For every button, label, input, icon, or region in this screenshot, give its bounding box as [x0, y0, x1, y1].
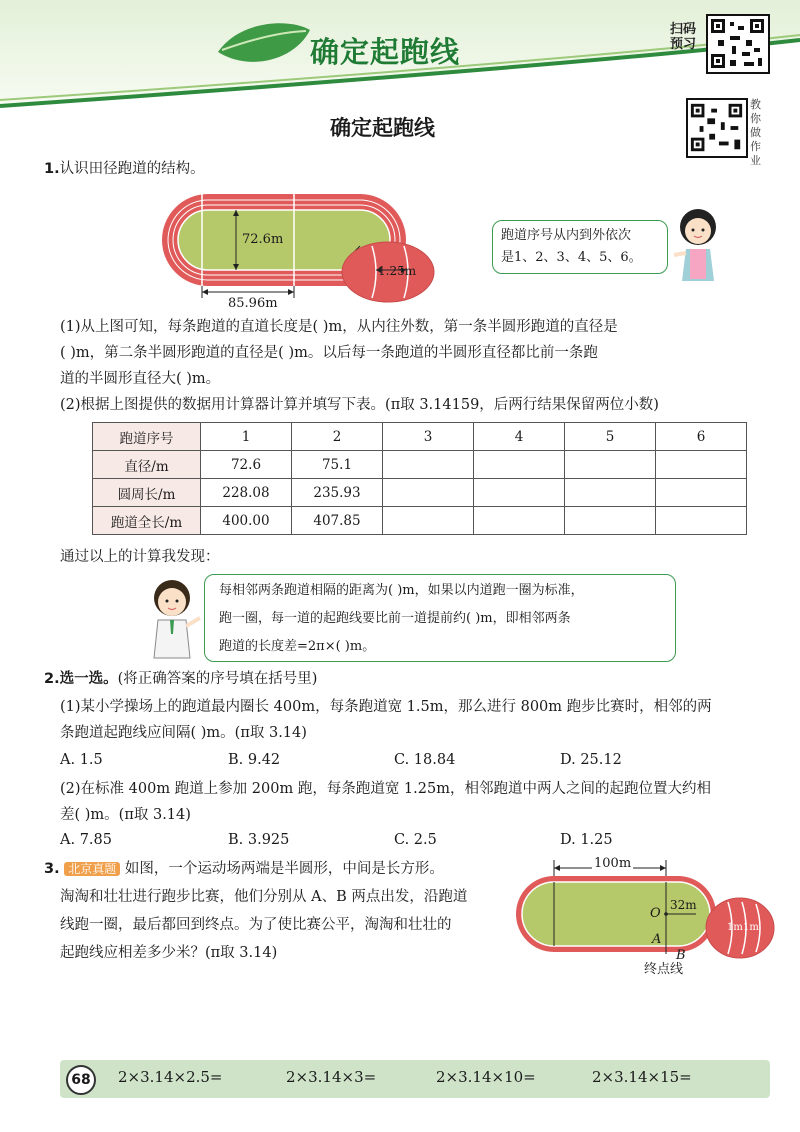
lane-table	[92, 422, 747, 535]
q2-2-option-b[interactable]: B. 3.925	[228, 832, 290, 848]
side-note: 教你做作业	[750, 98, 761, 167]
table-row-label: 圆周长/m	[93, 479, 201, 507]
q2-1-option-c[interactable]: C. 18.84	[394, 752, 456, 768]
finish-line-label: 终点线	[644, 962, 684, 977]
girl-bubble-line2: 是1、2、3、4、5、6。	[501, 250, 642, 265]
table-cell-blank[interactable]	[383, 479, 474, 507]
table-cell-blank[interactable]	[474, 507, 565, 535]
boy-bubble-line2: 跑一圈，每一道的起跑线要比前一道提前约( )m，即相邻两条	[219, 611, 571, 626]
table-lane-cell: 6	[656, 423, 747, 451]
table-cell: 400.00	[201, 507, 292, 535]
track-diagram	[160, 186, 450, 316]
qr-code-preview[interactable]	[706, 14, 770, 74]
banner-title: 确定起跑线	[310, 35, 461, 69]
page-title: 确定起跑线	[330, 116, 435, 140]
q2-part1-line2: 条跑道起跑线应间隔( )m。(π取 3.14)	[60, 725, 307, 741]
footer-calc-4: 2×3.14×15=	[592, 1068, 692, 1086]
q2-2-option-a[interactable]: A. 7.85	[60, 832, 112, 848]
boy-bubble-line1: 每相邻两条跑道相隔的距离为( )m，如果以内道跑一圈为标准，	[219, 583, 584, 598]
girl-speech-bubble	[492, 220, 668, 274]
q1-part1-line2: ( )m，第二条半圆形跑道的直径是( )m。以后每一条跑道的半圆形直径都比前一条跑	[60, 345, 598, 361]
table-cell: 72.6	[201, 451, 292, 479]
q2-heading: 2.选一选。(将正确答案的序号填在括号里)	[44, 671, 318, 687]
table-row-label: 直径/m	[93, 451, 201, 479]
q1-part1-line1: (1)从上图可知，每条跑道的直道长度是( )m，从内往外数，第一条半圆形跑道的直径是	[60, 319, 618, 335]
source-tag: 北京真题	[64, 862, 120, 876]
point-a-label: A	[652, 932, 662, 947]
q3-line4: 起跑线应相差多少米？(π取 3.14)	[60, 945, 278, 961]
q2-2-option-d[interactable]: D. 1.25	[560, 832, 613, 848]
q2-1-option-d[interactable]: D. 25.12	[560, 752, 622, 768]
boy-bubble-line3: 跑道的长度差=2π×( )m。	[219, 639, 376, 654]
lane-label-2: 1m	[743, 922, 759, 933]
track-height-label: 72.6m	[242, 232, 284, 247]
table-row-label: 跑道全长/m	[93, 507, 201, 535]
q3-line1: 3. 北京真题 如图，一个运动场两端是半圆形，中间是长方形。	[44, 861, 444, 877]
page-number: 68	[66, 1065, 96, 1095]
table-cell: 407.85	[292, 507, 383, 535]
q3-line3: 线跑一圈，最后都回到终点。为了使比赛公平，淘淘和壮壮的	[60, 917, 452, 933]
lane-label-1: 1m	[727, 922, 743, 933]
q1-discovery: 通过以上的计算我发现：	[60, 549, 220, 565]
table-row	[93, 507, 747, 535]
q2-2-option-c[interactable]: C. 2.5	[394, 832, 437, 848]
footer-calc-2: 2×3.14×3=	[286, 1068, 377, 1086]
q2-1-option-b[interactable]: B. 9.42	[228, 752, 281, 768]
table-cell: 228.08	[201, 479, 292, 507]
q2-1-option-a[interactable]: A. 1.5	[60, 752, 103, 768]
q1-part1-line3: 道的半圆形直径大( )m。	[60, 371, 221, 387]
table-cell-blank[interactable]	[656, 451, 747, 479]
q1-part2: (2)根据上图提供的数据用计算器计算并填写下表。(π取 3.14159，后两行结果保留两位小数)	[60, 397, 659, 413]
table-cell: 235.93	[292, 479, 383, 507]
scan-preview-label: 扫码预习	[670, 22, 697, 52]
table-lane-cell: 5	[565, 423, 656, 451]
table-lane-cell: 1	[201, 423, 292, 451]
table-row	[93, 479, 747, 507]
girl-illustration-icon	[668, 205, 728, 283]
table-cell-blank[interactable]	[656, 507, 747, 535]
q2-part2-line1: (2)在标准 400m 跑道上参加 200m 跑，每条跑道宽 1.25m，相邻跑道中两人之间的起跑位置大约相	[60, 781, 711, 797]
q2-part2-line2: 差( )m。(π取 3.14)	[60, 807, 191, 823]
stadium-radius-label: 32m	[670, 898, 697, 912]
boy-speech-bubble	[204, 574, 676, 662]
qr-code-homework[interactable]	[686, 98, 748, 158]
table-cell-blank[interactable]	[565, 479, 656, 507]
footer-calc-1: 2×3.14×2.5=	[118, 1068, 223, 1086]
table-cell-blank[interactable]	[565, 507, 656, 535]
table-cell-blank[interactable]	[474, 479, 565, 507]
table-cell-blank[interactable]	[565, 451, 656, 479]
point-o-label: O	[650, 906, 661, 921]
table-lane-cell: 2	[292, 423, 383, 451]
girl-bubble-line1: 跑道序号从内到外依次	[501, 228, 632, 243]
footer-calc-3: 2×3.14×10=	[436, 1068, 536, 1086]
table-lane-cell: 3	[383, 423, 474, 451]
table-row	[93, 451, 747, 479]
track-width-label: 85.96m	[228, 296, 278, 311]
table-cell-blank[interactable]	[474, 451, 565, 479]
point-b-label: B	[676, 948, 686, 963]
q3-line2: 淘淘和壮壮进行跑步比赛，他们分别从 A、B 两点出发，沿跑道	[60, 889, 468, 905]
table-cell-blank[interactable]	[656, 479, 747, 507]
table-row	[93, 423, 747, 451]
lane-width-label: 1.25m	[378, 264, 417, 278]
q2-part1-line1: (1)某小学操场上的跑道最内圈长 400m，每条跑道宽 1.5m，那么进行 800m 跑步比赛时，相邻的两	[60, 699, 712, 715]
table-cell: 75.1	[292, 451, 383, 479]
stadium-length-label: 100m	[594, 856, 632, 871]
table-cell-blank[interactable]	[383, 451, 474, 479]
table-header-cell: 跑道序号	[93, 423, 201, 451]
table-cell-blank[interactable]	[383, 507, 474, 535]
boy-illustration-icon	[140, 574, 206, 660]
table-lane-cell: 4	[474, 423, 565, 451]
q1-heading: 1.认识田径跑道的结构。	[44, 161, 205, 177]
